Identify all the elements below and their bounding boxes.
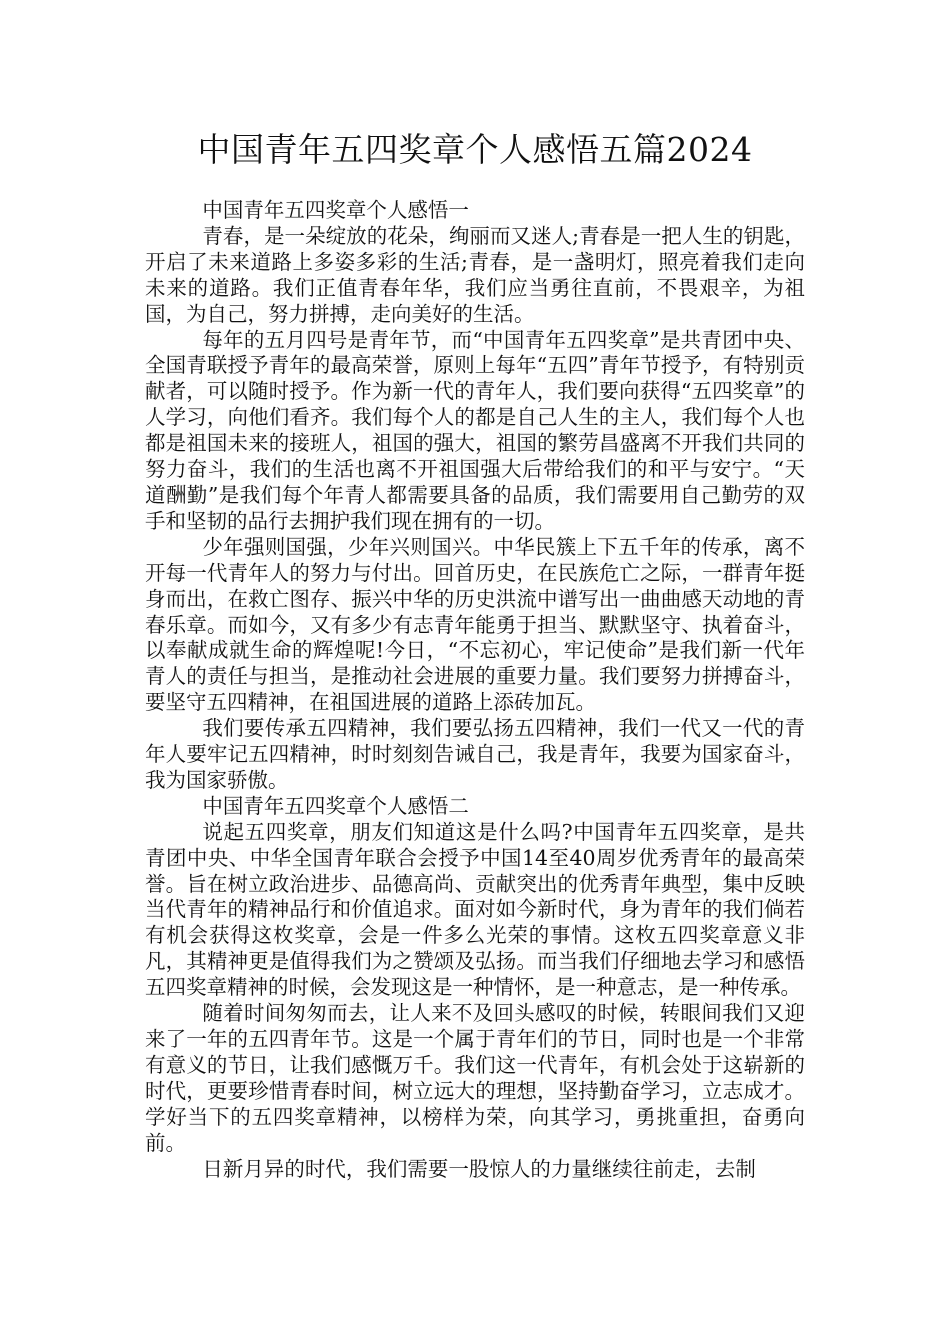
paragraph: 说起五四奖章，朋友们知道这是什么吗?中国青年五四奖章，是共青团中央、中华全国青年联合会授予中国14至40周岁优秀青年的最高荣誉。旨在树立政治进步、品德高尚、贡献突出的优秀青年典型，集中反映当代青年的精神品行和价值追求。面对如今新时代，身为青年的我们倘若有机会获得这枚奖章，会是一件多么光荣的事情。这枚五四奖章意义非凡，其精神更是值得我们为之赞颂及弘扬。而当我们仔细地去学习和感悟五四奖章精神的时候，会发现这是一种情怀，是一种意志，是一种传承。 <box>145 819 805 1000</box>
paragraph: 我们要传承五四精神，我们要弘扬五四精神，我们一代又一代的青年人要牢记五四精神，时时刻刻告诫自己，我是青年，我要为国家奋斗，我为国家骄傲。 <box>145 716 805 792</box>
paragraph: 少年强则国强，少年兴则国兴。中华民簇上下五千年的传承，离不开每一代青年人的努力与付出。回首历史，在民族危亡之际，一群青年挺身而出，在救亡图存、振兴中华的历史洪流中谱写出一曲曲感天动地的青春乐章。而如今，又有多少有志青年能勇于担当、默默坚守、执着奋斗，以奉献成就生命的辉煌呢!今日，“不忘初心，牢记使命”是我们新一代年青人的责任与担当，是推动社会进展的重要力量。我们要努力拼搏奋斗，要坚守五四精神，在祖国进展的道路上添砖加瓦。 <box>145 534 805 715</box>
section-heading-1: 中国青年五四奖章个人感悟一 <box>202 198 469 222</box>
paragraph: 随着时间匆匆而去，让人来不及回头感叹的时候，转眼间我们又迎来了一年的五四青年节。这是一个属于青年们的节日，同时也是一个非常有意义的节日，让我们感慨万千。我们这一代青年，有机会处于这崭新的时代，更要珍惜青春时间，树立远大的理想，坚持勤奋学习，立志成才。学好当下的五四奖章精神，以榜样为荣，向其学习，勇挑重担，奋勇向前。 <box>145 1001 805 1155</box>
section-heading-2: 中国青年五四奖章个人感悟二 <box>202 793 469 818</box>
paragraph: 日新月异的时代，我们需要一股惊人的力量继续往前走，去制 <box>202 1156 756 1181</box>
paragraph: 每年的五月四号是青年节，而“中国青年五四奖章”是共青团中央、全国青联授予青年的最高荣誉，原则上每年“五四”青年节授予，有特别贡献者，可以随时授予。作为新一代的青年人，我们要向获得“五四奖章”的人学习，向他们看齐。我们每个人的都是自己人生的主人，我们每个人也都是祖国未来的接班人，祖国的强大，祖国的繁劳昌盛离不开我们共同的努力奋斗，我们的生活也离不开祖国强大后带给我们的和平与安宁。“天道酬勤”是我们每个年青人都需要具备的品质，我们需要用自己勤劳的双手和坚韧的品行去拥护我们现在拥有的一切。 <box>145 327 805 533</box>
paragraph: 青春，是一朵绽放的花朵，绚丽而又迷人;青春是一把人生的钥匙，开启了未来道路上多姿多彩的生活;青春，是一盏明灯，照亮着我们走向未来的道路。我们正值青春年华，我们应当勇往直前，不畏艰辛，为祖国，为自己，努力拼搏，走向美好的生活。 <box>145 223 805 326</box>
document-title: 中国青年五四奖章个人感悟五篇2024 <box>197 130 753 169</box>
document-body <box>145 198 805 1182</box>
